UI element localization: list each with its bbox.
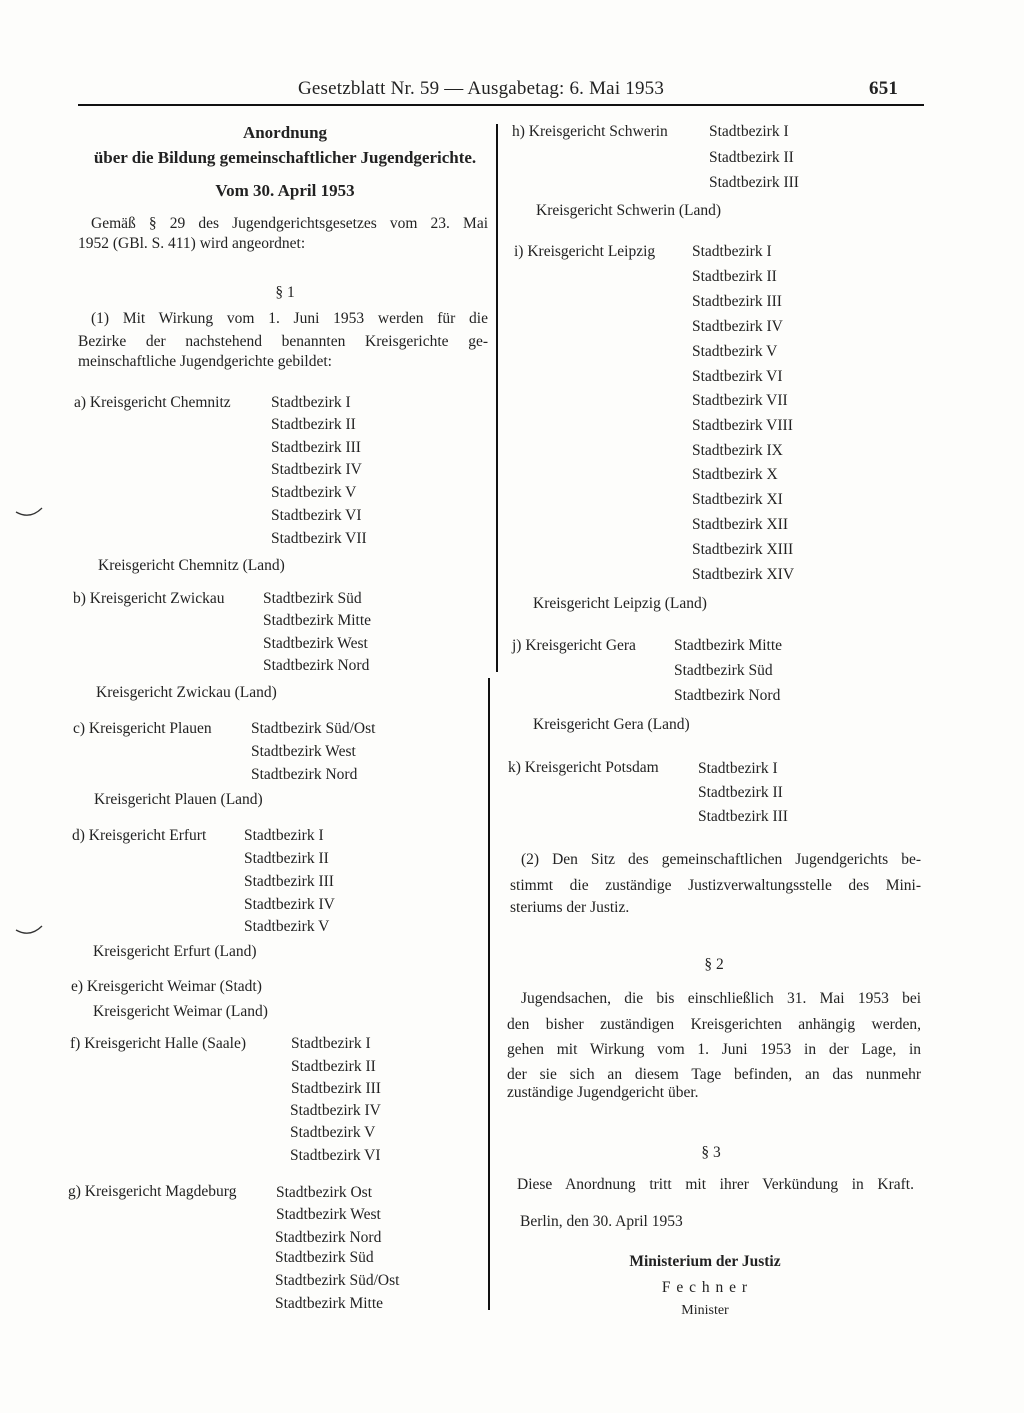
court-b-label: b) Kreisgericht Zwickau (73, 590, 225, 607)
district-g-6: Stadtbezirk Mitte (275, 1295, 384, 1312)
district-k-3: Stadtbezirk III (698, 808, 788, 825)
header-rule (78, 104, 924, 106)
court-g-label: g) Kreisgericht Magdeburg (68, 1183, 237, 1200)
district-f-5: Stadtbezirk V (290, 1124, 376, 1141)
district-i-9: Stadtbezirk IX (692, 442, 783, 459)
margin-mark-icon (14, 500, 44, 520)
district-h-3: Stadtbezirk III (709, 174, 799, 191)
district-i-6: Stadtbezirk VI (692, 368, 783, 385)
district-f-6: Stadtbezirk VI (290, 1147, 381, 1164)
court-j-land: Kreisgericht Gera (Land) (533, 716, 690, 733)
district-a-6: Stadtbezirk VI (271, 507, 362, 524)
district-g-3: Stadtbezirk Nord (275, 1229, 382, 1246)
district-g-4: Stadtbezirk Süd (275, 1249, 374, 1266)
s1-para2-line-3: steriums der Justiz. (510, 899, 630, 916)
district-a-1: Stadtbezirk I (271, 394, 351, 411)
district-i-7: Stadtbezirk VII (692, 392, 788, 409)
district-i-5: Stadtbezirk V (692, 343, 778, 360)
section-2-heading: § 2 (704, 956, 724, 973)
district-i-10: Stadtbezirk X (692, 466, 778, 483)
s2-para-line-1: Jugendsachen, die bis einschließlich 31. Mai 1953 bei (521, 990, 921, 1007)
district-i-1: Stadtbezirk I (692, 243, 772, 260)
signatory-name: F e c h n e r (661, 1279, 749, 1296)
title-date: Vom 30. April 1953 (215, 181, 355, 200)
district-c-3: Stadtbezirk Nord (251, 766, 358, 783)
ministry-name: Ministerium der Justiz (629, 1253, 781, 1270)
court-d-land: Kreisgericht Erfurt (Land) (93, 943, 257, 960)
s1-para-line-3: meinschaftliche Jugendgerichte gebildet: (78, 353, 332, 370)
district-d-4: Stadtbezirk IV (244, 896, 335, 913)
s1-para-line-2: Bezirke der nachstehend benannten Kreisgerichte ge- (78, 333, 488, 350)
district-i-11: Stadtbezirk XI (692, 491, 783, 508)
margin-mark-icon (14, 918, 44, 938)
district-a-4: Stadtbezirk IV (271, 461, 362, 478)
s2-para-line-2: den bisher zuständigen Kreisgerichten anhängig werden, (507, 1016, 921, 1033)
district-i-13: Stadtbezirk XIII (692, 541, 794, 558)
title-line-2: über die Bildung gemeinschaftlicher Jugendgerichte. (93, 148, 477, 167)
district-a-5: Stadtbezirk V (271, 484, 357, 501)
district-i-12: Stadtbezirk XII (692, 516, 788, 533)
court-a-land: Kreisgericht Chemnitz (Land) (98, 557, 285, 574)
district-f-2: Stadtbezirk II (291, 1058, 376, 1075)
title-line-1: Anordnung (242, 123, 328, 142)
court-h-land: Kreisgericht Schwerin (Land) (536, 202, 722, 219)
s3-para: Diese Anordnung tritt mit ihrer Verkündung in Kraft. (517, 1176, 914, 1193)
signatory-role: Minister (681, 1303, 729, 1318)
district-h-1: Stadtbezirk I (709, 123, 789, 140)
district-b-4: Stadtbezirk Nord (263, 657, 370, 674)
district-k-1: Stadtbezirk I (698, 760, 778, 777)
intro-line-2: 1952 (GBl. S. 411) wird angeordnet: (78, 235, 306, 252)
district-c-2: Stadtbezirk West (251, 743, 356, 760)
district-d-3: Stadtbezirk III (244, 873, 334, 890)
district-j-3: Stadtbezirk Nord (674, 687, 781, 704)
page-number: 651 (869, 78, 899, 99)
court-a-label: a) Kreisgericht Chemnitz (74, 394, 231, 411)
intro-line-1: Gemäß § 29 des Jugendgerichtsgesetzes vom 23. Mai (91, 215, 488, 232)
district-a-2: Stadtbezirk II (271, 416, 356, 433)
district-j-1: Stadtbezirk Mitte (674, 637, 783, 654)
district-i-3: Stadtbezirk III (692, 293, 782, 310)
district-g-2: Stadtbezirk West (276, 1206, 381, 1223)
district-a-7: Stadtbezirk VII (271, 530, 367, 547)
district-g-1: Stadtbezirk Ost (276, 1184, 372, 1201)
district-i-4: Stadtbezirk IV (692, 318, 783, 335)
district-f-3: Stadtbezirk III (291, 1080, 381, 1097)
court-c-label: c) Kreisgericht Plauen (73, 720, 212, 737)
column-divider-upper (496, 124, 498, 672)
s2-para-line-3: gehen mit Wirkung vom 1. Juni 1953 in der Lage, in (507, 1041, 921, 1058)
district-d-2: Stadtbezirk II (244, 850, 329, 867)
court-k-label: k) Kreisgericht Potsdam (508, 759, 659, 776)
court-i-label: i) Kreisgericht Leipzig (514, 243, 656, 260)
district-f-1: Stadtbezirk I (291, 1035, 371, 1052)
district-b-1: Stadtbezirk Süd (263, 590, 362, 607)
court-c-land: Kreisgericht Plauen (Land) (94, 791, 263, 808)
s1-para2-line-2: stimmt die zuständige Justizverwaltungsstelle des Mini- (510, 877, 921, 894)
court-e-line-2: Kreisgericht Weimar (Land) (93, 1003, 268, 1020)
s1-para-line-1: (1) Mit Wirkung vom 1. Juni 1953 werden für die (91, 310, 488, 327)
district-a-3: Stadtbezirk III (271, 439, 361, 456)
district-d-1: Stadtbezirk I (244, 827, 324, 844)
district-i-2: Stadtbezirk II (692, 268, 777, 285)
district-b-2: Stadtbezirk Mitte (263, 612, 372, 629)
s2-para-line-4: der sie sich an diesem Tage befinden, an das nunmehr (507, 1066, 921, 1083)
court-i-land: Kreisgericht Leipzig (Land) (533, 595, 707, 612)
section-1-heading: § 1 (275, 284, 295, 301)
district-b-3: Stadtbezirk West (263, 635, 368, 652)
court-b-land: Kreisgericht Zwickau (Land) (96, 684, 277, 701)
district-i-8: Stadtbezirk VIII (692, 417, 793, 434)
court-h-label: h) Kreisgericht Schwerin (512, 123, 668, 140)
district-j-2: Stadtbezirk Süd (674, 662, 773, 679)
district-h-2: Stadtbezirk II (709, 149, 794, 166)
column-divider-lower (488, 678, 490, 1310)
court-f-label: f) Kreisgericht Halle (Saale) (70, 1035, 247, 1052)
section-3-heading: § 3 (701, 1144, 721, 1161)
header-title: Gesetzblatt Nr. 59 — Ausgabetag: 6. Mai 1953 (298, 78, 665, 99)
district-f-4: Stadtbezirk IV (290, 1102, 381, 1119)
district-d-5: Stadtbezirk V (244, 918, 330, 935)
district-k-2: Stadtbezirk II (698, 784, 783, 801)
place-date: Berlin, den 30. April 1953 (520, 1213, 683, 1230)
district-g-5: Stadtbezirk Süd/Ost (275, 1272, 400, 1289)
court-e-line-1: e) Kreisgericht Weimar (Stadt) (71, 978, 262, 995)
district-i-14: Stadtbezirk XIV (692, 566, 795, 583)
court-d-label: d) Kreisgericht Erfurt (72, 827, 207, 844)
s1-para2-line-1: (2) Den Sitz des gemeinschaftlichen Jugendgerichts be- (521, 851, 921, 868)
district-c-1: Stadtbezirk Süd/Ost (251, 720, 376, 737)
s2-para-line-5: zuständige Jugendgericht über. (507, 1084, 699, 1101)
court-j-label: j) Kreisgericht Gera (512, 637, 636, 654)
